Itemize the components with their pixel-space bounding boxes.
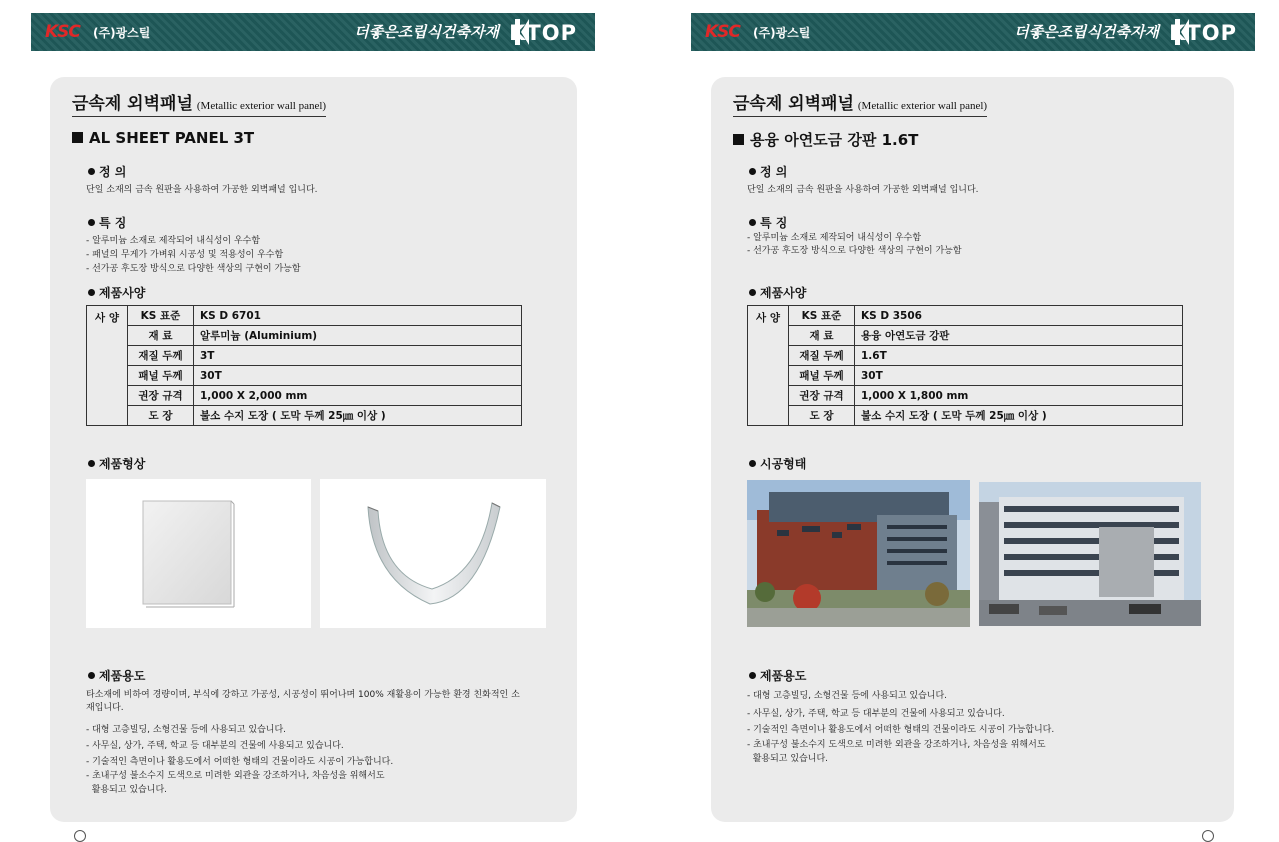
spec-value: 알루미늄 (Aluminium) <box>194 326 522 346</box>
definition-text: 단일 소재의 금속 원판을 사용하여 가공한 외벽패널 입니다. <box>86 185 318 195</box>
table-row <box>748 306 1183 326</box>
slogan: 더좋은조립식건축자재 <box>354 23 499 41</box>
section-features <box>88 214 126 231</box>
section-definition <box>749 163 787 180</box>
curved-panel-image <box>320 479 546 628</box>
spec-group-label: 사 양 <box>748 306 789 426</box>
product-name <box>72 129 254 147</box>
table-row <box>748 406 1183 426</box>
usage-item: 활용되고 있습니다. <box>86 785 167 795</box>
section-heading: 시공형태 <box>760 457 807 471</box>
ksc-logo: KSC <box>705 22 740 42</box>
flat-panel-image <box>86 479 311 628</box>
usage-item: - 대형 고층빌딩, 소형건물 등에 사용되고 있습니다. <box>747 691 948 701</box>
content-card <box>50 77 577 822</box>
spec-label: 재질 두께 <box>128 346 194 366</box>
spec-value: 1,000 X 2,000 mm <box>194 386 522 406</box>
bullet-icon <box>749 460 756 467</box>
spec-label: 도 장 <box>789 406 855 426</box>
spec-table <box>86 305 522 426</box>
header-banner <box>691 13 1255 51</box>
usage-item: - 기술적인 측면이나 활용도에서 어떠한 형태의 건물이라도 시공이 가능합니다. <box>747 725 1055 735</box>
page-left <box>0 0 640 836</box>
bullet-icon <box>88 219 95 226</box>
table-row <box>87 406 522 426</box>
spec-value: 1.6T <box>855 346 1183 366</box>
section-spec <box>88 284 145 301</box>
feature-item: - 알루미늄 소재로 제작되어 내식성이 우수함 <box>747 233 922 243</box>
spec-value: 불소 수지 도장 ( 도막 두께 25㎛ 이상 ) <box>855 406 1183 426</box>
section-spec <box>749 284 806 301</box>
section-heading: 특 징 <box>760 216 788 230</box>
usage-item: - 사무실, 상가, 주택, 학교 등 대부분의 건물에 사용되고 있습니다. <box>86 741 344 751</box>
section-shape <box>88 455 145 472</box>
product-label: 용융 아연도금 강판 1.6T <box>750 131 919 149</box>
installation-photo-1 <box>747 480 970 627</box>
bullet-icon <box>749 168 756 175</box>
feature-item: - 선가공 후도장 방식으로 다양한 색상의 구현이 가능함 <box>86 264 301 274</box>
title-en: (Metallic exterior wall panel) <box>196 100 327 112</box>
company-name: (주)광스틸 <box>93 26 151 40</box>
product-image-flat-panel <box>86 479 311 628</box>
section-heading: 특 징 <box>99 216 127 230</box>
product-image-curved-panel <box>320 479 546 628</box>
table-row <box>87 386 522 406</box>
spec-value: 30T <box>855 366 1183 386</box>
spec-table <box>747 305 1183 426</box>
page-right <box>640 0 1279 836</box>
usage-item: - 기술적인 측면이나 활용도에서 어떠한 형태의 건물이라도 시공이 가능합니다. <box>86 757 394 767</box>
section-heading: 제품용도 <box>760 669 807 683</box>
ksc-logo: KSC <box>45 22 80 42</box>
header-banner <box>31 13 595 51</box>
table-row <box>748 346 1183 366</box>
spec-label: 재 료 <box>128 326 194 346</box>
table-row <box>87 326 522 346</box>
section-usage <box>88 667 145 684</box>
bullet-icon <box>88 168 95 175</box>
square-bullet-icon <box>733 134 744 145</box>
spec-label: KS 표준 <box>789 306 855 326</box>
bullet-icon <box>88 460 95 467</box>
bullet-icon <box>749 672 756 679</box>
section-definition <box>88 163 126 180</box>
installation-photo-2 <box>979 482 1201 626</box>
section-installation <box>749 455 806 472</box>
square-bullet-icon <box>72 132 83 143</box>
page-title <box>733 89 987 117</box>
section-heading: 제품사양 <box>760 286 807 300</box>
usage-intro: 타소재에 비하여 경량이며, 부식에 강하고 가공성, 시공성이 뛰어나며 100% 재활용이 가능한 환경 친화적인 소재입니다. <box>86 690 520 713</box>
spec-value: 3T <box>194 346 522 366</box>
bullet-icon <box>88 289 95 296</box>
spec-label: 패널 두께 <box>789 366 855 386</box>
page-number-marker <box>1202 830 1214 842</box>
spec-value: 1,000 X 1,800 mm <box>855 386 1183 406</box>
table-row <box>748 386 1183 406</box>
bullet-icon <box>749 289 756 296</box>
feature-item: - 패널의 무게가 가벼워 시공성 및 적용성이 우수함 <box>86 250 284 260</box>
spec-label: 권장 규격 <box>789 386 855 406</box>
spec-value: 불소 수지 도장 ( 도막 두께 25㎛ 이상 ) <box>194 406 522 426</box>
usage-item: - 초내구성 불소수지 도색으로 미려한 외관을 강조하거나, 차음성을 위해서도 <box>747 740 1046 750</box>
section-heading: 제품용도 <box>99 669 146 683</box>
bullet-icon <box>88 672 95 679</box>
spec-value: KS D 6701 <box>194 306 522 326</box>
spec-label: 패널 두께 <box>128 366 194 386</box>
product-name <box>733 129 918 150</box>
feature-item: - 알루미늄 소재로 제작되어 내식성이 우수함 <box>86 236 261 246</box>
usage-item: 활용되고 있습니다. <box>747 754 828 764</box>
page-number-marker <box>74 830 86 842</box>
spec-label: 재 료 <box>789 326 855 346</box>
slogan: 더좋은조립식건축자재 <box>1014 23 1159 41</box>
spec-value: KS D 3506 <box>855 306 1183 326</box>
section-heading: 정 의 <box>99 165 127 179</box>
ktop-logo: KTOP <box>1169 21 1237 45</box>
section-heading: 제품형상 <box>99 457 146 471</box>
ktop-logo: KTOP <box>509 21 577 45</box>
usage-item: - 대형 고층빌딩, 소형건물 등에 사용되고 있습니다. <box>86 725 287 735</box>
section-heading: 제품사양 <box>99 286 146 300</box>
title-ko: 금속제 외벽패널 <box>733 94 854 114</box>
spec-value: 용융 아연도금 강판 <box>855 326 1183 346</box>
spec-label: 권장 규격 <box>128 386 194 406</box>
section-features <box>749 214 787 231</box>
spec-label: KS 표준 <box>128 306 194 326</box>
table-row <box>748 366 1183 386</box>
table-row <box>87 346 522 366</box>
content-card <box>711 77 1234 822</box>
definition-text: 단일 소재의 금속 원판을 사용하여 가공한 외벽패널 입니다. <box>747 185 979 195</box>
title-ko: 금속제 외벽패널 <box>72 94 193 114</box>
usage-item: - 사무실, 상가, 주택, 학교 등 대부분의 건물에 사용되고 있습니다. <box>747 709 1005 719</box>
bullet-icon <box>749 219 756 226</box>
spec-label: 재질 두께 <box>789 346 855 366</box>
feature-item: - 선가공 후도장 방식으로 다양한 색상의 구현이 가능함 <box>747 246 962 256</box>
building-photo-1 <box>747 480 970 627</box>
title-en: (Metallic exterior wall panel) <box>857 100 988 112</box>
spec-value: 30T <box>194 366 522 386</box>
table-row <box>87 366 522 386</box>
section-usage <box>749 667 806 684</box>
usage-item: - 초내구성 불소수지 도색으로 미려한 외관을 강조하거나, 차음성을 위해서도 <box>86 771 385 781</box>
company-name: (주)광스틸 <box>753 26 811 40</box>
spec-group-label: 사 양 <box>87 306 128 426</box>
product-label: AL SHEET PANEL 3T <box>89 129 255 147</box>
page-title <box>72 89 326 117</box>
section-heading: 정 의 <box>760 165 788 179</box>
table-row <box>748 326 1183 346</box>
spec-label: 도 장 <box>128 406 194 426</box>
table-row <box>87 306 522 326</box>
building-photo-2 <box>979 482 1201 626</box>
